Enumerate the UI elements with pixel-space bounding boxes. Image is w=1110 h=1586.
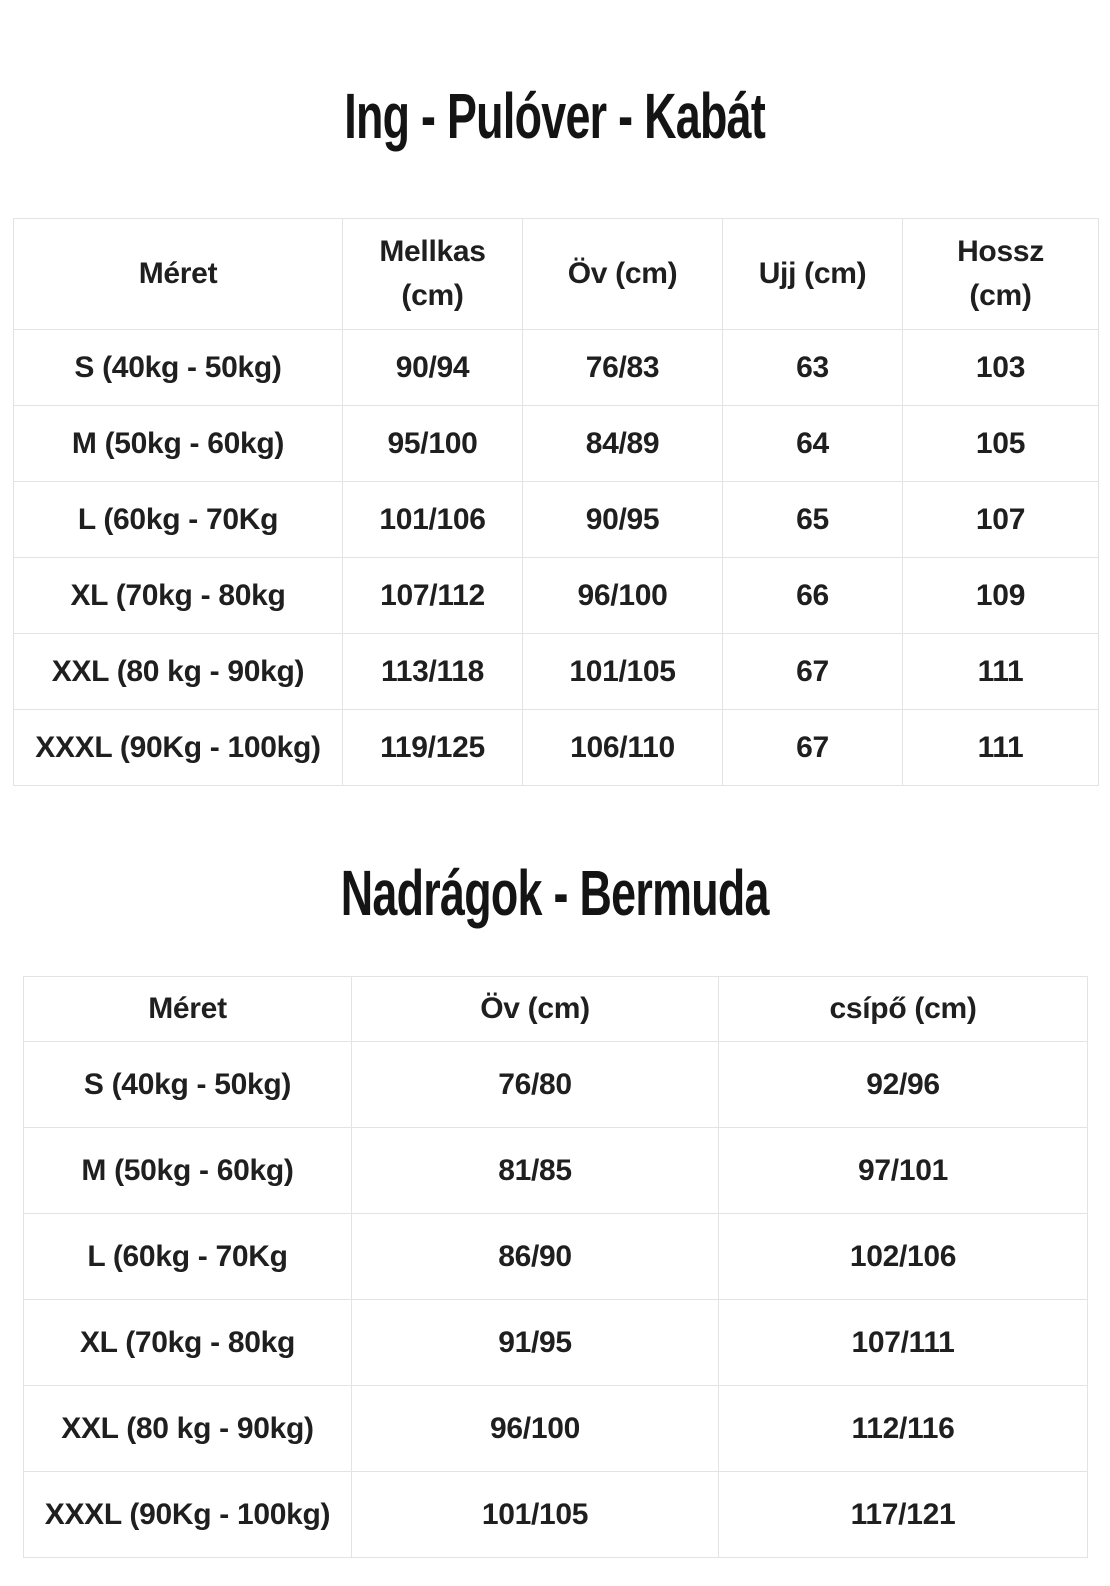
measurement-cell: 64: [723, 406, 903, 482]
header-cell: Mellkas (cm): [343, 219, 523, 330]
header-row: [14, 219, 1099, 330]
measurement-cell: 96/100: [352, 1386, 719, 1472]
measurement-cell: 113/118: [343, 634, 523, 710]
table-row: [14, 406, 1099, 482]
measurement-cell: 107/112: [343, 558, 523, 634]
measurement-cell: 66: [723, 558, 903, 634]
size-table-tops: [13, 218, 1099, 786]
measurement-cell: 90/95: [523, 482, 723, 558]
size-label-cell: XXL (80 kg - 90kg): [24, 1386, 352, 1472]
size-label-cell: M (50kg - 60kg): [14, 406, 343, 482]
measurement-cell: 107/111: [719, 1300, 1088, 1386]
header-cell: Hossz (cm): [903, 219, 1099, 330]
header-cell: Méret: [14, 219, 343, 330]
measurement-cell: 117/121: [719, 1472, 1088, 1558]
table-row: [24, 1300, 1088, 1386]
table-row: [14, 330, 1099, 406]
section-title-pants: [0, 786, 1110, 929]
measurement-cell: 90/94: [343, 330, 523, 406]
table-row: [14, 710, 1099, 786]
header-cell: Öv (cm): [352, 977, 719, 1042]
measurement-cell: 92/96: [719, 1042, 1088, 1128]
table-row: [24, 1214, 1088, 1300]
measurement-cell: 76/83: [523, 330, 723, 406]
table-row: [14, 634, 1099, 710]
measurement-cell: 63: [723, 330, 903, 406]
header-cell: Méret: [24, 977, 352, 1042]
measurement-cell: 97/101: [719, 1128, 1088, 1214]
section-title-tops: [0, 0, 1110, 152]
size-label-cell: XL (70kg - 80kg: [24, 1300, 352, 1386]
measurement-cell: 111: [903, 710, 1099, 786]
size-label-cell: XXL (80 kg - 90kg): [14, 634, 343, 710]
size-label-cell: XXXL (90Kg - 100kg): [24, 1472, 352, 1558]
measurement-cell: 101/105: [523, 634, 723, 710]
section-title-pants-text: Nadrágok - Bermuda: [340, 857, 770, 929]
header-row: [24, 977, 1088, 1042]
size-label-cell: S (40kg - 50kg): [14, 330, 343, 406]
measurement-cell: 112/116: [719, 1386, 1088, 1472]
table-row: [24, 1472, 1088, 1558]
measurement-cell: 102/106: [719, 1214, 1088, 1300]
size-label-cell: XL (70kg - 80kg: [14, 558, 343, 634]
size-label-cell: XXXL (90Kg - 100kg): [14, 710, 343, 786]
measurement-cell: 67: [723, 634, 903, 710]
measurement-cell: 119/125: [343, 710, 523, 786]
size-label-cell: S (40kg - 50kg): [24, 1042, 352, 1128]
measurement-cell: 106/110: [523, 710, 723, 786]
measurement-cell: 65: [723, 482, 903, 558]
measurement-cell: 91/95: [352, 1300, 719, 1386]
measurement-cell: 95/100: [343, 406, 523, 482]
size-label-cell: L (60kg - 70Kg: [14, 482, 343, 558]
measurement-cell: 111: [903, 634, 1099, 710]
section-title-tops-text: Ing - Pulóver - Kabát: [344, 80, 766, 152]
table-row: [24, 1128, 1088, 1214]
measurement-cell: 105: [903, 406, 1099, 482]
header-cell: csípő (cm): [719, 977, 1088, 1042]
measurement-cell: 109: [903, 558, 1099, 634]
measurement-cell: 101/106: [343, 482, 523, 558]
header-cell: Ujj (cm): [723, 219, 903, 330]
measurement-cell: 67: [723, 710, 903, 786]
measurement-cell: 76/80: [352, 1042, 719, 1128]
table-row: [14, 482, 1099, 558]
measurement-cell: 96/100: [523, 558, 723, 634]
measurement-cell: 107: [903, 482, 1099, 558]
table-row: [14, 558, 1099, 634]
size-label-cell: M (50kg - 60kg): [24, 1128, 352, 1214]
size-table-pants: [23, 976, 1088, 1558]
measurement-cell: 86/90: [352, 1214, 719, 1300]
measurement-cell: 81/85: [352, 1128, 719, 1214]
size-label-cell: L (60kg - 70Kg: [24, 1214, 352, 1300]
table-row: [24, 1386, 1088, 1472]
table-row: [24, 1042, 1088, 1128]
measurement-cell: 84/89: [523, 406, 723, 482]
header-cell: Öv (cm): [523, 219, 723, 330]
measurement-cell: 103: [903, 330, 1099, 406]
measurement-cell: 101/105: [352, 1472, 719, 1558]
